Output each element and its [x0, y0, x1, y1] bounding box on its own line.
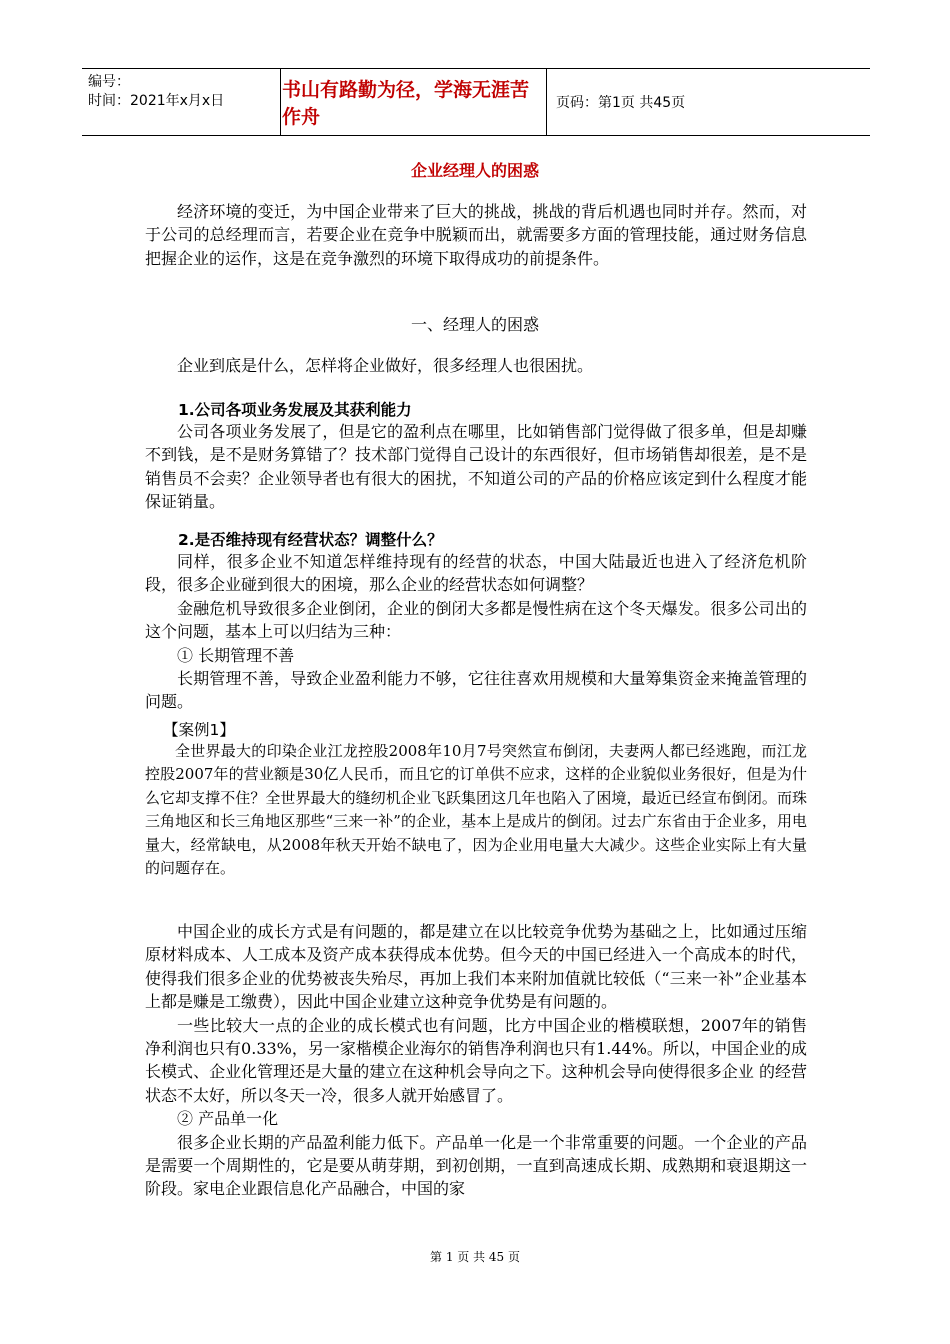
after-case-block [145, 920, 807, 1201]
time-label: 时间：2021年x月x日 [88, 93, 225, 109]
header-motto: 书山有路勤为径，学海无涯苦作舟 [282, 79, 530, 128]
header-divider [280, 69, 281, 135]
doc-number-label: 编号： [88, 74, 130, 90]
paragraph: 公司各项业务发展了，但是它的盈利点在哪里，比如销售部门觉得做了很多单，但是却赚不到钱，是不是财务算错了？技术部门觉得自己设计的东西很好，但市场销售却很差，是不是销售员不会卖？企业领导者也有很大的困扰，不知道公司的产品的价格应该定到什么程度才能保证销量。 [145, 422, 807, 512]
case-label: 【案例1】 [163, 721, 235, 739]
page-header-table [82, 68, 870, 136]
sub-heading-2: 2.是否维持现有经营状态？调整什么？ [178, 531, 443, 549]
list-item: ② 产品单一化 [177, 1109, 279, 1129]
header-meta [88, 73, 278, 111]
page-footer: 第 1 页 共 45 页 [430, 1250, 520, 1264]
sub-1-block [145, 420, 807, 514]
section-1-block [145, 354, 807, 377]
paragraph: 一些比较大一点的企业的成长模式也有问题，比方中国企业的楷模联想，2007年的销售净利润也只有0.33%，另一家楷模企业海尔的销售净利润也只有1.44%。所以，中国企业的成长模式、企业化管理还是大量的建立在这种机会导向之下。这种机会导向使得很多企业 的经营状态不太好，所以冬天一冷，很多人就开始感冒了。 [145, 1015, 807, 1105]
paragraph: 很多企业长期的产品盈利能力低下。产品单一化是一个非常重要的问题。一个企业的产品是需要一个周期性的，它是要从萌芽期，到初创期，一直到高速成长期、成熟期和衰退期这一阶段。家电企业跟信息化产品融合，中国的家 [145, 1132, 807, 1199]
document-title: 企业经理人的困惑 [410, 161, 539, 180]
paragraph: 长期管理不善，导致企业盈利能力不够，它往往喜欢用规模和大量筹集资金来掩盖管理的问题。 [145, 669, 807, 712]
section-heading: 一、经理人的困惑 [410, 315, 539, 334]
paragraph: 企业到底是什么，怎样将企业做好，很多经理人也很困扰。 [177, 356, 594, 375]
case-paragraph: 全世界最大的印染企业江龙控股2008年10月7号突然宣布倒闭，夫妻两人都已经逃跑，而江龙控股2007年的营业额是30亿人民币，而且它的订单供不应求，这样的企业貌似业务很好，但是为什么它却支撑不住？全世界最大的缝纫机企业飞跃集团这几年也陷入了困境，最近已经宣布倒闭。而珠三角地区和长三角地区那些“三来一补”的企业，基本上是成片的倒闭。过去广东省由于企业多，用电量大，经常缺电，从2008年秋天开始不缺电了，因为企业用电量大大减少。这些企业实际上有大量的问题存在。 [145, 742, 807, 878]
sub-heading-1: 1.公司各项业务发展及其获利能力 [178, 401, 412, 419]
paragraph: 金融危机导致很多企业倒闭，企业的倒闭大多都是慢性病在这个冬天爆发。很多公司出的这个问题，基本上可以归结为三种： [145, 598, 807, 642]
header-page-info: 页码：第1页 共45页 [556, 95, 686, 111]
list-item: ① 长期管理不善 [177, 645, 295, 665]
sub-2-block [145, 550, 807, 714]
header-divider [546, 69, 547, 135]
intro-paragraph: 经济环境的变迁，为中国企业带来了巨大的挑战，挑战的背后机遇也同时并存。然而，对于公司的总经理而言，若要企业在竞争中脱颖而出，就需要多方面的管理技能，通过财务信息把握企业的运作，这是在竞争激烈的环境下取得成功的前提条件。 [145, 202, 807, 268]
paragraph: 同样，很多企业不知道怎样维持现有的经营的状态，中国大陆最近也进入了经济危机阶段，很多企业碰到很大的困境，那么企业的经营状态如何调整？ [145, 552, 807, 595]
paragraph: 中国企业的成长方式是有问题的，都是建立在以比较竞争优势为基础之上，比如通过压缩原材料成本、人工成本及资产成本获得成本优势。但今天的中国已经进入一个高成本的时代，使得我们很多企业的优势被丧失殆尽，再加上我们本来附加值就比较低（“三来一补”企业基本上都是赚是工缴费），因此中国企业建立这种竞争优势是有问题的。 [145, 922, 807, 1012]
case-block [145, 740, 807, 880]
intro-block [145, 200, 807, 270]
